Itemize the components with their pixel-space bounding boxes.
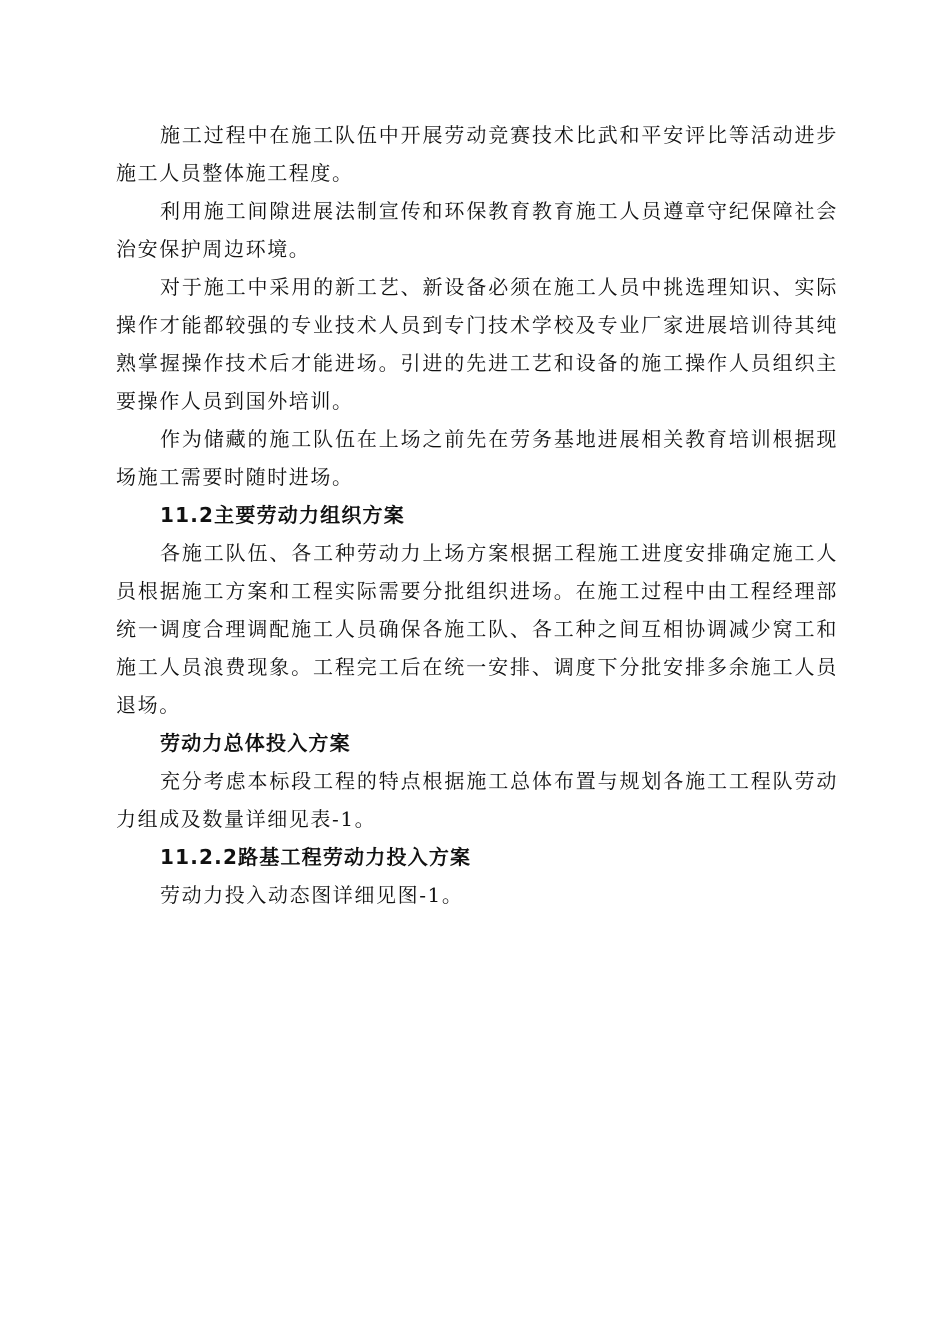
paragraph-new-technology-training: 对于施工中采用的新工艺、新设备必须在施工人员中挑选理知识、实际操作才能都较强的专业技术人员到专门技术学校及专业厂家进展培训待其纯熟掌握操作技术后才能进场。引进的先进工艺和设备的施工操作人员组织主要操作人员到国外培训。 (116, 275, 838, 413)
section-heading-roadbed-labor-plan: 11.2.2路基工程劳动力投入方案 (160, 845, 472, 869)
paragraph-labor-composition: 充分考虑本标段工程的特点根据施工总体布置与规划各施工工程队劳动力组成及数量详细见表-1。 (116, 769, 838, 831)
paragraph-legal-education: 利用施工间隙进展法制宣传和环保教育教育施工人员遵章守纪保障社会治安保护周边环境。 (116, 199, 838, 261)
paragraph-labor-competition: 施工过程中在施工队伍中开展劳动竞赛技术比武和平安评比等活动进步施工人员整体施工程度。 (116, 123, 838, 185)
paragraph-labor-deployment: 各施工队伍、各工种劳动力上场方案根据工程施工进度安排确定施工人员根据施工方案和工程实际需要分批组织进场。在施工过程中由工程经理部统一调度合理调配施工人员确保各施工队、各工种之间互相协调减少窝工和施工人员浪费现象。工程完工后在统一安排、调度下分批安排多余施工人员退场。 (116, 541, 838, 717)
document-body (116, 116, 838, 914)
paragraph-reserve-teams: 作为储藏的施工队伍在上场之前先在劳务基地进展相关教育培训根据现场施工需要时随时进场。 (116, 427, 838, 489)
paragraph-labor-dynamic-chart: 劳动力投入动态图详细见图-1。 (160, 883, 464, 907)
section-heading-overall-labor-plan: 劳动力总体投入方案 (160, 731, 351, 755)
section-heading-labor-organization: 11.2主要劳动力组织方案 (160, 503, 405, 527)
